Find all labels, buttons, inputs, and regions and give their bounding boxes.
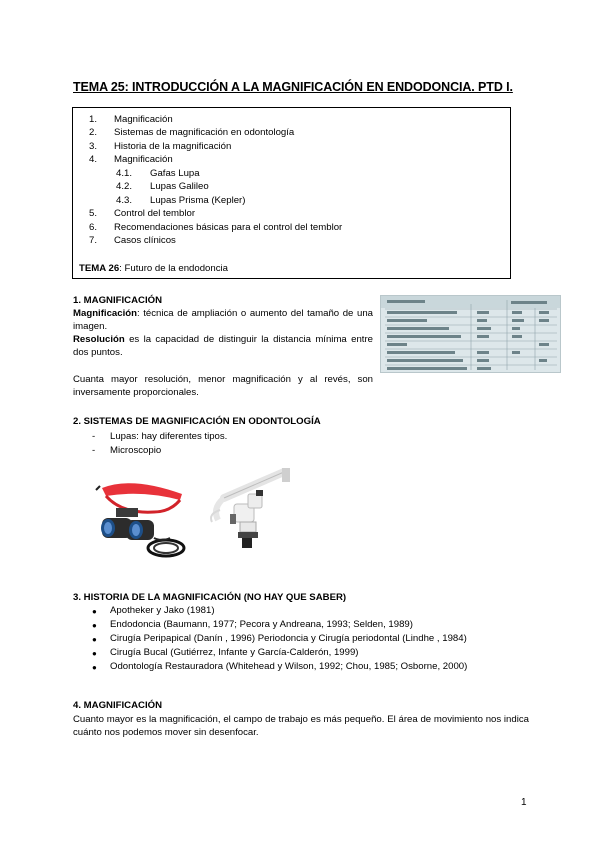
toc-footer-bold: TEMA 26 [79,263,120,274]
term: Magnificación [73,308,137,319]
toc-number: 2. [89,127,98,138]
list-item: Microscopio [110,445,162,456]
toc-label: Recomendaciones básicas para el control del temblor [114,222,343,233]
section-heading: 2. SISTEMAS DE MAGNIFICACIÓN EN ODONTOLOGÍA [73,416,321,427]
toc-number: 4. [89,154,98,165]
toc-label: Magnificación [114,114,173,125]
toc-label: Sistemas de magnificación en odontología [114,127,295,138]
toc-label: Historia de la magnificación [114,141,232,152]
list-item: Odontología Restauradora (Whitehead y Wilson, 1992; Chou, 1985; Osborne, 2000) [110,661,468,672]
list-item: Cirugía Bucal (Gutiérrez, Infante y García-Calderón, 1999) [110,647,359,658]
paragraph: Cuanto mayor es la magnificación, el campo de trabajo es más pequeño. El área de movimiento nos indica cuánto nos podemos mover sin desenfocar. [73,714,529,738]
toc-number: 3. [89,141,98,152]
paragraph-text: es la capacidad de distinguir la distancia mínima entre dos puntos. [73,334,373,358]
list-item: Endodoncia (Baumann, 1977; Pecora y Andreana, 1993; Selden, 1989) [110,619,413,630]
magnification-table-photo [380,295,561,373]
toc-label: Lupas Prisma (Kepler) [150,195,246,206]
toc-number: 1. [89,114,98,125]
page-title: TEMA 25: INTRODUCCIÓN A LA MAGNIFICACIÓN EN ENDODONCIA. PTD I. [73,80,513,94]
microscope-photo [204,464,296,556]
bullet-dot: ● [92,649,97,658]
toc-label: Lupas Galileo [150,181,209,192]
loupe-glasses-graphic [92,468,192,560]
dash-bullet: - [92,445,96,456]
toc-number: 4.1. [116,168,133,179]
toc-label: Casos clínicos [114,235,176,246]
toc-footer-text: : Futuro de la endodoncia [119,263,228,274]
bullet-dot: ● [92,663,97,672]
toc-label: Magnificación [114,154,173,165]
page-number: 1 [521,797,527,808]
list-item: Cirugía Peripapical (Danín , 1996) Periodoncia y Cirugía periodontal (Lindhe , 1984) [110,633,467,644]
toc-number: 6. [89,222,98,233]
table-photo-graphic [381,296,561,373]
list-item: Apotheker y Jako (1981) [110,605,215,616]
paragraph [73,334,373,360]
table-of-contents [72,107,511,279]
bullet-dot: ● [92,621,97,630]
toc-label: Control del temblor [114,208,196,219]
toc-number: 7. [89,235,98,246]
toc-label: Gafas Lupa [150,168,200,179]
toc-number: 5. [89,208,98,219]
paragraph: Cuanta mayor resolución, menor magnificación y al revés, son inversamente proporcionales. [73,374,373,398]
term: Resolución [73,334,125,345]
toc-footer [79,263,228,274]
toc-number: 4.2. [116,181,133,192]
list-item: Lupas: hay diferentes tipos. [110,431,228,442]
paragraph [73,308,373,334]
bullet-dot: ● [92,635,97,644]
section-heading: 4. MAGNIFICACIÓN [73,700,163,711]
loupe-glasses-photo [92,468,192,560]
bullet-dot: ● [92,607,97,616]
microscope-graphic [204,464,296,556]
section-heading: 3. HISTORIA DE LA MAGNIFICACIÓN (NO HAY QUE SABER) [73,592,347,603]
toc-number: 4.3. [116,195,133,206]
dash-bullet: - [92,431,96,442]
section-heading: 1. MAGNIFICACIÓN [73,295,163,306]
paragraph-text: : técnica de ampliación o aumento del tamaño de una imagen. [73,308,373,332]
